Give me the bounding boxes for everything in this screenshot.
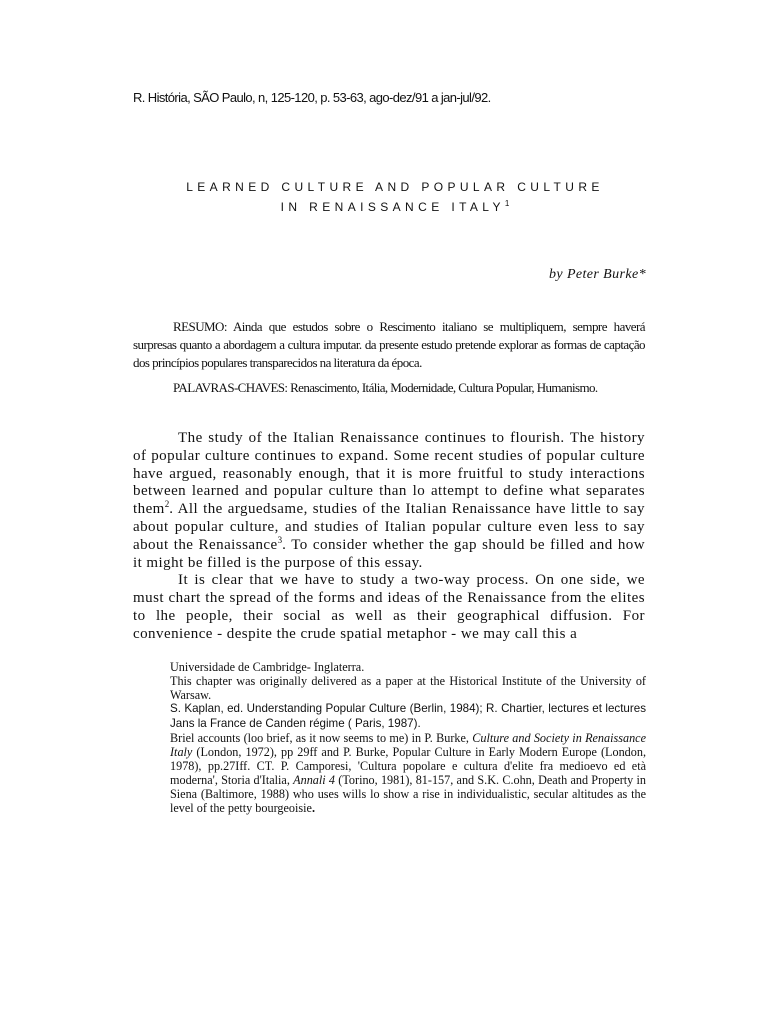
- body-p1-part-b: . All the arguedsame, studies of the Italian Renaissance have little to say about popular culture, and studies of Italian popular culture even less to say about the Renaissance: [133, 501, 645, 553]
- footnote-3: [170, 731, 646, 815]
- article-title-line-2: [100, 199, 690, 214]
- footnote-3-part-a: Briel accounts (loo brief, as it now seems to me) in P. Burke,: [170, 731, 473, 745]
- footnote-ref-2: 2: [164, 499, 170, 510]
- title-footnote-mark: 1: [504, 199, 510, 208]
- footnote-3-annali: Annali 4: [293, 773, 336, 787]
- footnotes: [170, 660, 646, 815]
- article-title-text: IN RENAISSANCE ITALY: [280, 200, 505, 214]
- footnote-ref-3: 3: [277, 534, 283, 545]
- body-paragraph-2: It is clear that we have to study a two-way process. On one side, we must chart the spread of the forms and ideas of the Renaissance from the elites to lhe people, their social as well as their geographical diffusion. For convenience - despite the crude spatial metaphor - we may call this a: [133, 572, 645, 642]
- footnote-2: S. Kaplan, ed. Understanding Popular Culture (Berlin, 1984); R. Chartier, lectures et lectures Jans la France de Canden régime ( Paris, 1987).: [170, 702, 646, 730]
- body-p1-part-c: . To consider whether the gap should be filled and how it might be filled is the purpose of this essay.: [133, 536, 645, 571]
- footnote-1: This chapter was originally delivered as a paper at the Historical Institute of the University of Warsaw.: [170, 674, 646, 702]
- keywords: PALAVRAS-CHAVES: Renascimento, Itália, Modernidade, Cultura Popular, Humanismo.: [173, 380, 598, 395]
- resumo-abstract: RESUMO: Ainda que estudos sobre o Rescimento italiano se multipliquem, sempre haverá surpresas quanto a abordagem a cultura imputar. da presente estudo pretende explorar as formas de captação dos princípios populares transparecidos na literatura da época.: [133, 319, 645, 370]
- footnote-3-part-c: (Torino, 1981), 81-157, and S.K. C.ohn, Death and Property in Siena (Baltimore, 1988) who uses wills lo show a rise in individualistic, secular altitudes as the level of the petty bourgeoisie: [170, 773, 647, 815]
- footnote-affiliation: Universidade de Cambridge- Inglaterra.: [170, 660, 365, 674]
- footnote-3-part-b: (London, 1972), pp 29ff and P. Burke, Popular Culture in Early Modern Europe (London, 1978), pp.27Iff. CT. P. Camporesi, 'Cultura popolare e cultura d'elite fra medioevo ed età moderna', Storia d'Italia,: [170, 745, 646, 787]
- body-text: [133, 430, 645, 644]
- body-paragraph-1: [133, 430, 645, 572]
- body-p1-part-a: The study of the Italian Renaissance continues to flourish. The history of popular culture continues to expand. Some recent studies of popular culture have argued, reasonably enough, that it is more fruitful to study interactions between learned and popular culture than lo attempt to define what separates them: [133, 430, 645, 518]
- journal-reference: R. História, SÃO Paulo, n, 125-120, p. 53-63, ago-dez/91 a jan-jul/92.: [133, 90, 491, 105]
- footnote-3-end-period: .: [311, 801, 315, 815]
- footnote-3-book-title: Culture and Society in Renaissance Italy: [170, 731, 646, 759]
- article-title-line-1: LEARNED CULTURE AND POPULAR CULTURE: [186, 180, 604, 194]
- author-byline: by Peter Burke*: [549, 267, 646, 282]
